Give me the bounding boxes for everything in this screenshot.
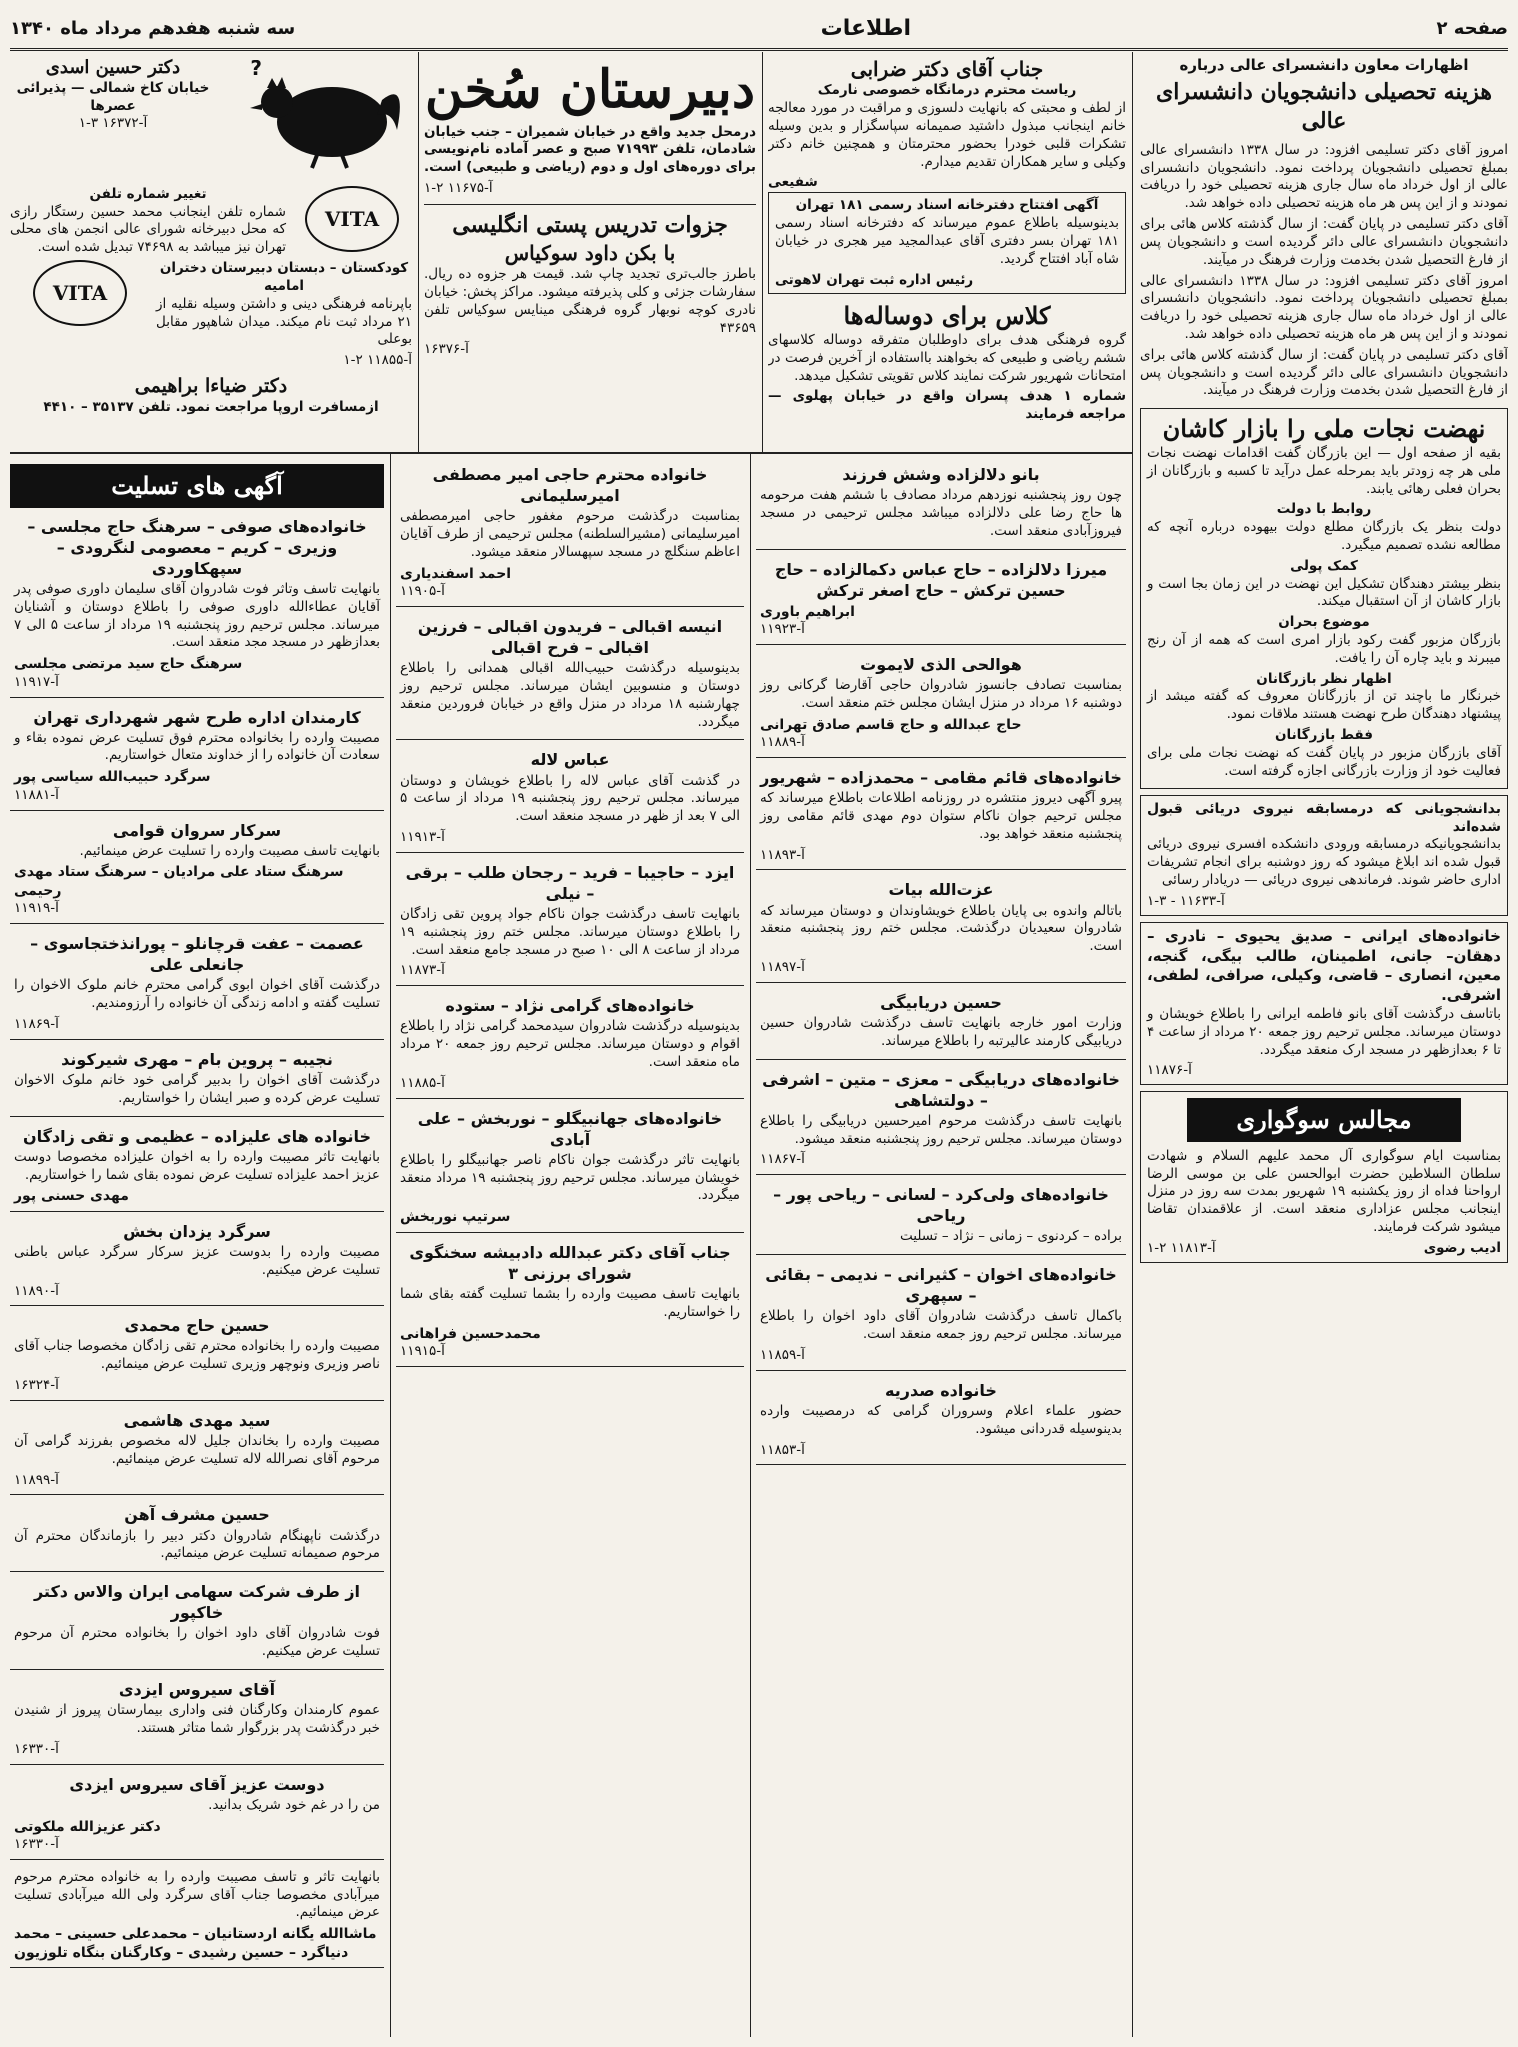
- col1-headline: هزینه تحصیلی دانشجویان دانشسرای عالی: [1156, 78, 1492, 134]
- ebrahimi-body: ازمسافرت اروپا مراجعت نمود. تلفن ۳۵۱۳۷ – ۴۴۱۰: [43, 399, 379, 416]
- notice-heading: بانو دلالزاده وشش فرزند: [842, 465, 1040, 484]
- notice-heading: حسین حاج محمدی: [124, 1316, 270, 1336]
- notice-item: [10, 816, 384, 925]
- notice-body: باکمال تاسف درگذشت شادروان آقای داود اخوان را باطلاع میرساند. مجلس ترحیم روز جمعه منعقد است.: [760, 1308, 1122, 1343]
- notice-item: [10, 1406, 384, 1496]
- notice-item: [10, 1770, 384, 1860]
- column-rule: [418, 52, 419, 452]
- notice-heading: سرکار سروان قوامی: [112, 820, 282, 840]
- notice-signature: سرگرد حبیب‌الله سیاسی پور: [14, 769, 211, 786]
- page-number: صفحه ۲: [1436, 17, 1508, 39]
- notice-code: آ-۱۱۹۱۳: [400, 828, 445, 845]
- notice-body: پیرو آگهی دیروز منتشره در روزنامه اطلاعات باطلاع میرساند که مجلس ترحیم جوان ناکام ستوان دوم مهدی قائم مقامی روز پنجشنبه منعقد خواهد بود.: [760, 790, 1122, 842]
- notice-code: آ-۱۱۹۱۹: [14, 900, 59, 917]
- asadi-title: دکتر حسین اسدی: [45, 57, 181, 78]
- sub-body: آقای بازرگان مزبور در پایان گفت که نهضت نجات ملی برای فعالیت خود از وزارت بازرگانی اجازه گرفته است.: [1147, 744, 1501, 779]
- notice-body: مصیبت وارده را بخانواده محترم تقی زادگان مخصوصا جناب آقای ناصر وزیری ونوچهر وزیری تسلیت عرض مینمائیم.: [14, 1338, 380, 1373]
- sub-body: بنظر بیشتر دهندگان تشکیل این نهضت در این زمان بجا است و بازار کاشان از آن استقبال میکند.: [1147, 575, 1501, 610]
- sub-heading: اظهار نظر بازرگانان: [1256, 670, 1392, 687]
- notice-body: بانهایت تاسف درگذشت جوان ناکام جواد پروین تقی زادگان را باطلاع دوستان میرساند. مجلس ختم روز پنجشنبه ۱۹ مرداد از ساعت ۸ الی ۱۰ صبح در مسجد جامع منعقد است.: [400, 905, 740, 958]
- page-header: [10, 8, 1508, 51]
- notice-item: [756, 555, 1126, 646]
- notice-heading: جناب آقای دکتر عبدالله دادبیشه سخنگوی شورای برزنی ۳: [409, 1242, 731, 1283]
- notice-heading: خانواده‌های جهانبیگلو – نوربخش – علی آبادی: [417, 1108, 723, 1149]
- kodak-title: کودکستان – دبستان دبیرستان دختران امامیه: [159, 260, 409, 294]
- sub-heading: موضوع بحران: [1278, 614, 1370, 631]
- notice-item: [10, 703, 384, 811]
- notice-body: درگذشت ناپهنگام شادروان دکتر دبیر را بازماندگان محترم آن مرحوم صمیمانه تسلیت عرض مینمائیم.: [14, 1527, 380, 1562]
- majles-body: بمناسبت ایام سوگواری آل محمد علیهم السلام و شهادت سلطان السلاطین حضرت ابوالحسن علی بن موسی الرضا ارواحنا فداه از روز یکشنبه ۱۹ شهریور بمدت سه روز در منزل اینجانب مجلس عزاداری منعقد است. از علاقمندان تقاضا میشود شرکت فرمایند.: [1147, 1147, 1501, 1236]
- notice-code: آ-۱۱۹۱۷: [14, 673, 59, 690]
- center-column-a: [396, 460, 744, 2038]
- families-title: خانواده‌های ایرانی – صدیق یحیوی – نادری –دهقان– جانی، اطمینان، طالب بیگی، گنجه، معین، انصاری – قاضی، وکیلی، صرافی، لطفی، اشرفی.: [1147, 926, 1501, 1005]
- sub-heading: روابط با دولت: [1276, 501, 1372, 518]
- notice-heading: خانواده‌های اخوان – کثیرانی – ندیمی – بقائی – سپهری: [765, 1265, 1117, 1306]
- navy-title: بدانشجویانی که درمسابقه نیروی دریائی قبول شده‌اند: [1147, 800, 1501, 835]
- notice-item: [756, 460, 1126, 550]
- notice-signature: سرهنگ حاج سید مرتضی مجلسی: [14, 656, 243, 673]
- ad-code: آ-۱۱۸۷۶: [1147, 1062, 1192, 1079]
- column-rule: [750, 452, 751, 2037]
- notice-heading: خانواده محترم حاجی امیر مصطفی امیرسلیمانی: [432, 465, 708, 506]
- notice-code: آ-۱۱۸۶۹: [14, 1016, 59, 1033]
- notice-code: آ-۱۱۹۲۳: [760, 621, 805, 638]
- notice-code: آ-۱۱۸۸۱: [14, 786, 59, 803]
- notice-item: [756, 1260, 1126, 1371]
- notice-item: [396, 612, 744, 740]
- notice-code: آ-۱۱۸۵۳: [760, 1441, 805, 1458]
- sub-heading: کمک پولی: [1290, 557, 1358, 574]
- notice-heading: نجیبه – پروین بام – مهری شیرکوند: [61, 1049, 333, 1069]
- notice-signature: ماشاالله یگانه اردستانیان – محمدعلی حسینی – محمد دنیاگرد – حسین رشیدی – وکارگنان بنگاه تلوزیون: [14, 1926, 377, 1961]
- sub-body: دولت بنظر یک بازرگان مطلع دولت بیهوده درباره آنچه که مطالعه نشده تصمیم میگیرد.: [1147, 519, 1501, 553]
- navy-body: بدانشجویانیکه درمسابقه ورودی دانشکده افسری نیروی دریائی قبول شده اند ابلاغ میشود که روز دوشنبه برای انجام تشریفات اداری حاضر شوند. فرماندهی نیروی دریائی — دریادار رسائی: [1147, 836, 1501, 889]
- notice-signature: مهدی حسنی پور: [14, 1188, 129, 1205]
- notice-heading: کارمندان اداره طرح شهر شهرداری تهران: [33, 707, 361, 727]
- notice-body: چون روز پنجشنبه نوزدهم مرداد مصادف با ششم هفت مرحومه ها حاج رضا علی دلالزاده میباشد مجلس ترحیمی در مسجد فیروزآبادی منعقد است.: [760, 487, 1122, 539]
- notice-body: بانهایت تاسف مصیبت وارده را بشما تسلیت گفته بقای شما را خواستاریم.: [400, 1285, 740, 1320]
- notice-item: [10, 1675, 384, 1765]
- col1-body: امروز آقای دکتر تسلیمی افزود: در سال ۱۳۳۸ دانشسرای عالی بمبلغ تحصیلی دانشجویان پرداخت نمود. دانشجویان دانشسرای عالی از اول خرداد ماه سال جاری هزینه تحصیلی خود را دریافت نمودند و از این پس هر ماه هزینه تحصیلی داده خواهد شد.: [1140, 141, 1508, 212]
- kodak-body: باپرنامه فرهنگی دینی و داشتن وسیله نقلیه از ۲۱ مرداد ثبت نام میکند. میدان شاهپور مقابل بوعلی: [156, 295, 412, 348]
- ad-code: آ-۱۶۳۷۲ ۳-۱: [78, 115, 148, 132]
- notice-code: آ-۱۶۳۳۰: [14, 1835, 59, 1852]
- majles-title: مجالس سوگواری: [1187, 1098, 1461, 1142]
- notice-code: آ-۱۱۸۶۷: [760, 1151, 805, 1168]
- ad-code: آ-۱۱۶۷۵ ۲-۱: [424, 180, 493, 197]
- col1-body2: آقای دکتر تسلیمی در پایان گفت: از سال گذشته کلاس هائی برای دانشجویان دانشسرای عالی دائر گردیده است و دانشجویان پس از فارغ التحصیل شدن بخدمت وزارت فرهنگ در میآیند.: [1140, 216, 1508, 268]
- notice-code: آ-۱۱۸۸۵: [400, 1074, 445, 1091]
- ad-code: آ-۱۱۶۳۳ - ۳-۱: [1147, 892, 1225, 909]
- notice-heading: آقای سیروس ایزدی: [118, 1680, 276, 1700]
- notice-code: آ-۱۱۸۹۳: [760, 846, 805, 863]
- notice-item: [10, 1500, 384, 1572]
- notice-heading: خانواده‌های دریابیگی – معزی – متین – اشرفی – دولتشاهی: [762, 1069, 1120, 1110]
- column-right: [1140, 56, 1508, 2036]
- iranian-families-notice: [1140, 922, 1508, 1085]
- vita-logo: VITA: [33, 260, 127, 326]
- condolence-band: آگهی های تسلیت: [10, 464, 384, 508]
- notice-body: درگذشت آقای اخوان ابوی گرامی محترم خانم ملوک الاخوان را تسلیت گفته و ادامه زندگی آن خانواده را آرزومندیم.: [14, 977, 380, 1012]
- asadi-body: خیابان کاخ شمالی — پذیرائی عصرها: [16, 79, 210, 114]
- notice-heading: ایزد – حاجیبا – فرید – رجحان طلب – برقی – نیلی: [405, 862, 735, 903]
- notice-item: [756, 763, 1126, 870]
- mourning-gatherings: [1140, 1091, 1508, 1263]
- notice-body: براده – کردنوی – زمانی – نژاد – تسلیت: [900, 1228, 1122, 1245]
- notice-signature: سرتیپ نوربخش: [400, 1209, 511, 1226]
- zarabi-title: جناب آقای دکتر ضرابی: [850, 57, 1044, 81]
- notice-body: فوت شادروان آقای داود اخوان را بخانواده محترم آن مرحوم تسلیت عرض میکنیم.: [14, 1625, 380, 1660]
- notice-heading: حسین دریابیگی: [880, 992, 1002, 1012]
- notice-heading: حسین مشرف آهن: [124, 1505, 270, 1525]
- condolence-column: [10, 460, 384, 2038]
- notice-body: بانهایت تاسف وتاثر فوت شادروان آقای سلیمان داوری صوفی پدر آقایان عطاءالله داوری صوفی را باطلاع دوستان و آشنایان میرساند. مجلس ترحیم روز پنجشنبه ۱۹ مرداد از ساعت ۵ الی ۷ بعدازظهر در مسجد مجد منعقد است.: [14, 581, 380, 651]
- notice-code: آ-۱۱۸۹۹: [14, 1471, 59, 1488]
- notice-heading: خانواده‌های گرامی نژاد – ستوده: [445, 996, 695, 1016]
- english-body: باطرز جالب‌تری تجدید چاپ شد. قیمت هر جزوه ده ریال. سفارشات جزئی و کلی پذیرفته میشود. مراکز پخش: خیابان نادری کوچه نوبهار گروه فرهنگی مینایس سوکیاس تلفن ۴۳۶۵۹: [424, 266, 756, 336]
- school-masthead: دبیرستان سُخن: [424, 59, 756, 120]
- rooster-illustration: [222, 56, 412, 180]
- notice-body: مصیبت وارده را بخانواده محترم فوق تسلیت عرض نموده بقاء و سعادت آن خانواده را از خداوند متعال خواستاریم.: [14, 729, 380, 764]
- notice-item: [756, 988, 1126, 1060]
- notice-signature: دکتر عزیزالله ملکوتی: [14, 1818, 161, 1835]
- notice-body: مصیبت وارده را بخاندان جلیل لاله مخصوص بفرزند گرامی آن مرحوم آقای نصرالله لاله تسلیت عرض مینمائیم.: [14, 1433, 380, 1467]
- notice-code: آ-۱۱۸۹۰: [14, 1282, 59, 1299]
- notice-body: بمناسبت درگذشت مرحوم مغفور حاجی امیرمصطفی امیرسلیمانی (مشیرالسلطنه) مجلس ترحیمی از طرف آقایان اعاظم سنگلچ در مسجد سپهسالار منعقد میشود.: [400, 508, 740, 560]
- notice-heading: هوالحی الذی لایموت: [860, 655, 1022, 675]
- notice-item: [10, 1122, 384, 1212]
- notice-heading: سید مهدی هاشمی: [123, 1410, 271, 1430]
- notice-code: آ-۱۱۸۸۹: [760, 734, 805, 751]
- notary-body: بدینوسیله باطلاع عموم میرساند که دفترخانه اسناد رسمی ۱۸۱ تهران بسر دفتری آقای عبدالمجید میر هجری در خیابان شاه آباد افتتاح گردید.: [775, 215, 1119, 267]
- notice-code: آ-۱۱۹۰۵: [400, 583, 445, 600]
- nahzat-title: نهضت نجات ملی را بازار کاشان: [1162, 414, 1486, 444]
- families-body: باتاسف درگذشت آقای بانو فاطمه ایرانی را باطلاع خویشان و دوستان میرساند. مجلس ترحیم روز جمعه ۲۰ مرداد از ساعت ۴ تا ۶ بعدازظهر در مسجد ارک منعقد میگردد.: [1147, 1005, 1501, 1058]
- zarabi-body: از لطف و محبتی که بانهایت دلسوزی و مراقبت در مورد معالجه خانم اینجانب مبذول داشتید صمیمانه سپاسگزار و بدین وسیله تشکرات قلبی خودرا بحضور محترمتان و همچنین خانم دکتر وکیلی و سایر همکاران تقدیم میدارم.: [768, 100, 1126, 170]
- notice-heading: میرزا دلالزاده – حاج عباس دکمالزاده – حاج حسین ترکش – حاج اصغر ترکش: [774, 559, 1108, 600]
- notice-heading: خانواده های علیزاده – عظیمی و تقی زادگان: [22, 1126, 372, 1146]
- notice-body: بانهایت تاسف مصیبت وارده را تسلیت عرض مینمائیم.: [79, 842, 380, 859]
- notice-body: بانهایت تاثر درگذشت جوان ناکام ناصر جهانبیگلو را باطلاع خویشان میرساند. مجلس ترحیم روز پنجشنبه ۱۹ مرداد منعقد میگردد.: [400, 1151, 740, 1204]
- center-column-b: [756, 460, 1126, 2038]
- class-code: شماره ۱ هدف پسران واقع در خیابان پهلوی — مراجعه فرمایند: [768, 388, 1126, 423]
- zarabi-subtitle: ریاست محترم درمانگاه خصوصی نارمک: [817, 82, 1077, 99]
- notary-signature: رئیس اداره ثبت تهران لاهوتی: [775, 271, 974, 288]
- notice-item: [756, 875, 1126, 982]
- notice-heading: انیسه اقبالی – فریدون اقبالی – فرزین اقبالی – فرح اقبالی: [417, 616, 723, 658]
- vita-logo: VITA: [305, 186, 399, 252]
- sub-heading: فقط بازرگانان: [1275, 727, 1373, 744]
- majles-signature: ادیب رضوی: [1423, 1239, 1501, 1256]
- notice-code: آ-۱۱۸۷۳: [400, 962, 445, 979]
- notice-item: [10, 1311, 384, 1401]
- notice-item: [756, 1180, 1126, 1255]
- class-title: کلاس برای دوساله‌ها: [843, 301, 1051, 331]
- notice-body: بانهایت تاسف درگذشت مرحوم امیرحسین دریابیگی را باطلاع دوستان میرساند. مجلس ترحیم روز پنجشنبه منعقد میشود.: [760, 1112, 1122, 1147]
- sub-body: بازرگان مزبور گفت رکود بازار امری است که همه از آن رنج میبرند و باید چاره آن را یافت.: [1147, 632, 1501, 666]
- ad-code: آ-۱۱۸۱۳ ۲-۱: [1147, 1239, 1216, 1256]
- zarabi-signature: شفیعی: [768, 174, 818, 191]
- notice-signature: سرهنگ ستاد علی مرادیان – سرهنگ ستاد مهدی رحیمی: [14, 864, 344, 899]
- notice-heading: عصمت – عفت قرچانلو – پورانذختجاسوی – جانعلی علی: [30, 934, 364, 975]
- notice-item: [396, 1238, 744, 1367]
- notice-body: درگذشت آقای اخوان را بدبیر گرامی خود خانم ملوک الاخوان تسلیت عرض کرده و صبر ایشان را خواستاریم.: [14, 1071, 380, 1106]
- notice-body: بدینوسیله درگذشت شادروان سیدمحمد گرامی نژاد را باطلاع اقوام و دوستان میرساند. مجلس ترحیم روز جمعه ۲۰ مرداد ماه منعقد است.: [400, 1018, 741, 1070]
- notice-body: در گذشت آقای عباس لاله را باطلاع خویشان و دوستان میرساند. مجلس ترحیم روز پنجشنبه ۱۹ مرداد از ساعت ۵ الی ۷ بعد از ظهر در مسجد منعقد است.: [400, 772, 740, 825]
- class-body: گروه فرهنگی هدف برای داوطلبان متفرقه دوساله کلاسهای ششم ریاضی و طبیعی که بخواهند بااستفاده از آخرین فرصت در امتحانات شهریور شرکت نمایند کلاس تقویتی تشکیل میدهد.: [768, 332, 1126, 384]
- notice-item: [396, 991, 744, 1098]
- notice-item: [396, 1104, 744, 1233]
- svg-text:?: ?: [250, 60, 262, 80]
- notice-body: بدینوسیله درگذشت حبیب‌الله اقبالی همدانی را باطلاع دوستان و منسوبین ایشان میرساند. مجلس ترحیم روز چهارشنبه ۱۸ مرداد در منزل واقع در خیابان فروردین منعقد میگردد.: [400, 660, 740, 730]
- column-2-top: [768, 56, 1126, 448]
- notice-heading: عباس لاله: [530, 750, 610, 770]
- rooster-icon: [222, 60, 412, 170]
- notice-body: وزارت امور خارجه بانهایت تاسف درگذشت شادروان حسین دریابیگی کارمند عالیرتبه را باطلاع میرساند.: [760, 1014, 1122, 1049]
- notice-item: [10, 1865, 384, 1968]
- notice-body: عموم کارمندان وکارگنان فنی واداری بیمارستان پیروز از شنیدن خبر درگذشت پدر بزرگوار شما متاثر هستند.: [14, 1702, 380, 1736]
- notice-heading: دوست عزیز آقای سیروس ایزدی: [69, 1774, 325, 1794]
- notice-signature: احمد اسفندیاری: [400, 565, 512, 582]
- notice-item: [396, 858, 744, 986]
- sub-body: خبرنگار ما باچند تن از بازرگانان معروف که گفته میشد از پیشنهاد دهندگان طرح نهضت هستند ملاقات نمود.: [1147, 688, 1501, 723]
- notice-code: آ-۱۱۸۹۷: [760, 958, 805, 975]
- notice-body: باتالم واندوه بی پایان باطلاع خویشاوندان و دوستان میرساند که شادروان سعیدیان درگذشت. مجلس ختم روز پنجشنبه منعقد است.: [760, 902, 1122, 955]
- notice-heading: خانواده‌های صوفی – سرهنگ حاج مجلسی – وزیری – کریم – معصومی لنگرودی – سپهکاوردی: [27, 516, 367, 578]
- ad-code: آ-۱۶۳۷۶: [424, 340, 469, 357]
- notice-heading: عزت‌الله بیات: [888, 880, 994, 900]
- notice-item: [10, 512, 384, 698]
- nahzat-body: بقیه از صفحه اول — این بازرگان گفت اقدامات نهضت نجات ملی هر چه زودتر باید بمرحله عمل درآید تا کسبه و بازرگانان از بحران فعلی رهائی یابند.: [1147, 444, 1501, 497]
- col1-body-cont2: آقای دکتر تسلیمی در پایان گفت: از سال گذشته کلاس هائی برای دانشجویان دانشسرای عالی دائر گردیده است و دانشجویان پس از فارغ التحصیل شدن بخدمت وزارت فرهنگ در میآیند.: [1140, 346, 1508, 399]
- section-rule: [10, 452, 1132, 454]
- notice-item: [756, 650, 1126, 758]
- english-subtitle: با بکن داود سوکیاس: [504, 240, 676, 265]
- notice-body: بانهایت تاثر و تاسف مصیبت وارده را به خانواده محترم مرحوم میرآبادی مخصوصا جناب آقای سرگرد ولی الله میرآبادی تسلیت عرض مینمائیم.: [14, 1868, 380, 1921]
- nahzat-article: [1140, 408, 1508, 788]
- notice-code: آ-۱۶۳۳۰: [14, 1740, 59, 1757]
- notice-heading: از طرف شرکت سهامی ایران والاس دکتر خاکپور: [33, 1582, 361, 1623]
- phone-body: شماره تلفن اینجانب محمد حسین رستگار رازی که محل دبیرخانه شورای عالی انجمن های محلی تهران نیز میباشد به ۷۴۶۹۸ تبدیل شده است.: [10, 203, 286, 256]
- column-rule: [390, 452, 391, 2037]
- col1-headline-small: اظهارات معاون دانشسرای عالی درباره: [1179, 56, 1469, 74]
- column-rule: [762, 52, 763, 452]
- column-rule: [1132, 52, 1133, 2037]
- notary-notice: [768, 192, 1126, 294]
- notice-body: من را در غم خود شریک بدانید.: [208, 1796, 380, 1813]
- notice-item: [10, 1577, 384, 1670]
- column-4-top: [10, 56, 412, 448]
- notice-heading: خانواده صدریه: [885, 1380, 997, 1400]
- paper-name: اطلاعات: [820, 15, 912, 41]
- notice-code: آ-۱۱۹۱۵: [400, 1343, 445, 1360]
- issue-date: سه شنبه هفدهم مرداد ماه ۱۳۴۰: [10, 17, 296, 39]
- notice-item: [396, 745, 744, 852]
- notice-item: [10, 1045, 384, 1117]
- notice-item: [756, 1065, 1126, 1176]
- column-3-top: [424, 56, 756, 448]
- notice-body: بانهایت تاثر مصیبت وارده را به اخوان علیزاده مخصوصا دوست عزیز احمد علیزاده تسلیت عرض نموده بقای شما را خواستاریم.: [14, 1148, 380, 1183]
- notice-code: آ-۱۶۳۲۴: [14, 1377, 59, 1394]
- masthead-body: درمحل جدید واقع در خیابان شمیران – جنب خیابان شادمان، تلفن ۷۱۹۹۳ صبح و عصر آماده نام‌نویسی برای دوره‌های اول و دوم (ریاضی و طبیعی) است.: [424, 123, 756, 176]
- notice-body: مصیبت وارده را بدوست عزیز سرکار سرگرد عباس باطنی تسلیت عرض میکنیم.: [14, 1243, 380, 1278]
- notice-signature: ابراهیم باوری: [760, 603, 855, 620]
- notary-title: آگهی افتتاح دفترخانه اسناد رسمی ۱۸۱ تهران: [795, 197, 1099, 214]
- notice-heading: خانواده‌های ولی‌کرد – لسانی – ریاحی پور – ریاحی: [773, 1185, 1109, 1226]
- notice-heading: خانواده‌های قائم مقامی – محمدزاده – شهریور: [760, 768, 1122, 788]
- notice-body: حضور علماء اعلام وسروران گرامی که درمصیبت وارده بدینوسیله قدردانی میشود.: [760, 1402, 1122, 1437]
- phone-title: تغییر شماره تلفن: [89, 185, 207, 202]
- ad-code: آ-۱۱۸۵۵ ۲-۱: [343, 352, 412, 369]
- notice-item: [396, 460, 744, 607]
- notice-body: بمناسبت تصادف جانسوز شادروان حاجی آقارضا گرکانی روز دوشنبه ۱۶ مرداد در منزل ایشان مجلس ختم منعقد است.: [760, 677, 1122, 711]
- notice-item: [10, 1217, 384, 1307]
- col1-body-cont: امروز آقای دکتر تسلیمی افزود: در سال ۱۳۳۸ دانشسرای عالی بمبلغ تحصیلی دانشجویان پرداخت نمود. دانشجویان دانشسرای عالی از اول خرداد ماه سال جاری هزینه تحصیلی خود را دریافت نمودند و از این پس هر ماه هزینه تحصیلی داده خواهد شد.: [1140, 272, 1508, 342]
- notice-item: [10, 929, 384, 1040]
- ebrahimi-title: دکتر ضیاءا براهیمی: [134, 374, 288, 397]
- notice-signature: حاج عبدالله و حاج قاسم صادق تهرانی: [760, 716, 1022, 733]
- notice-heading: سرگرد یزدان بخش: [123, 1221, 271, 1241]
- english-title: جزوات تدریس پستی انگلیسی: [452, 211, 728, 238]
- notice-item: [756, 1376, 1126, 1466]
- navy-acceptance-notice: [1140, 795, 1508, 916]
- notice-signature: محمدحسین فراهانی: [400, 1325, 541, 1342]
- notice-code: آ-۱۱۸۵۹: [760, 1347, 805, 1364]
